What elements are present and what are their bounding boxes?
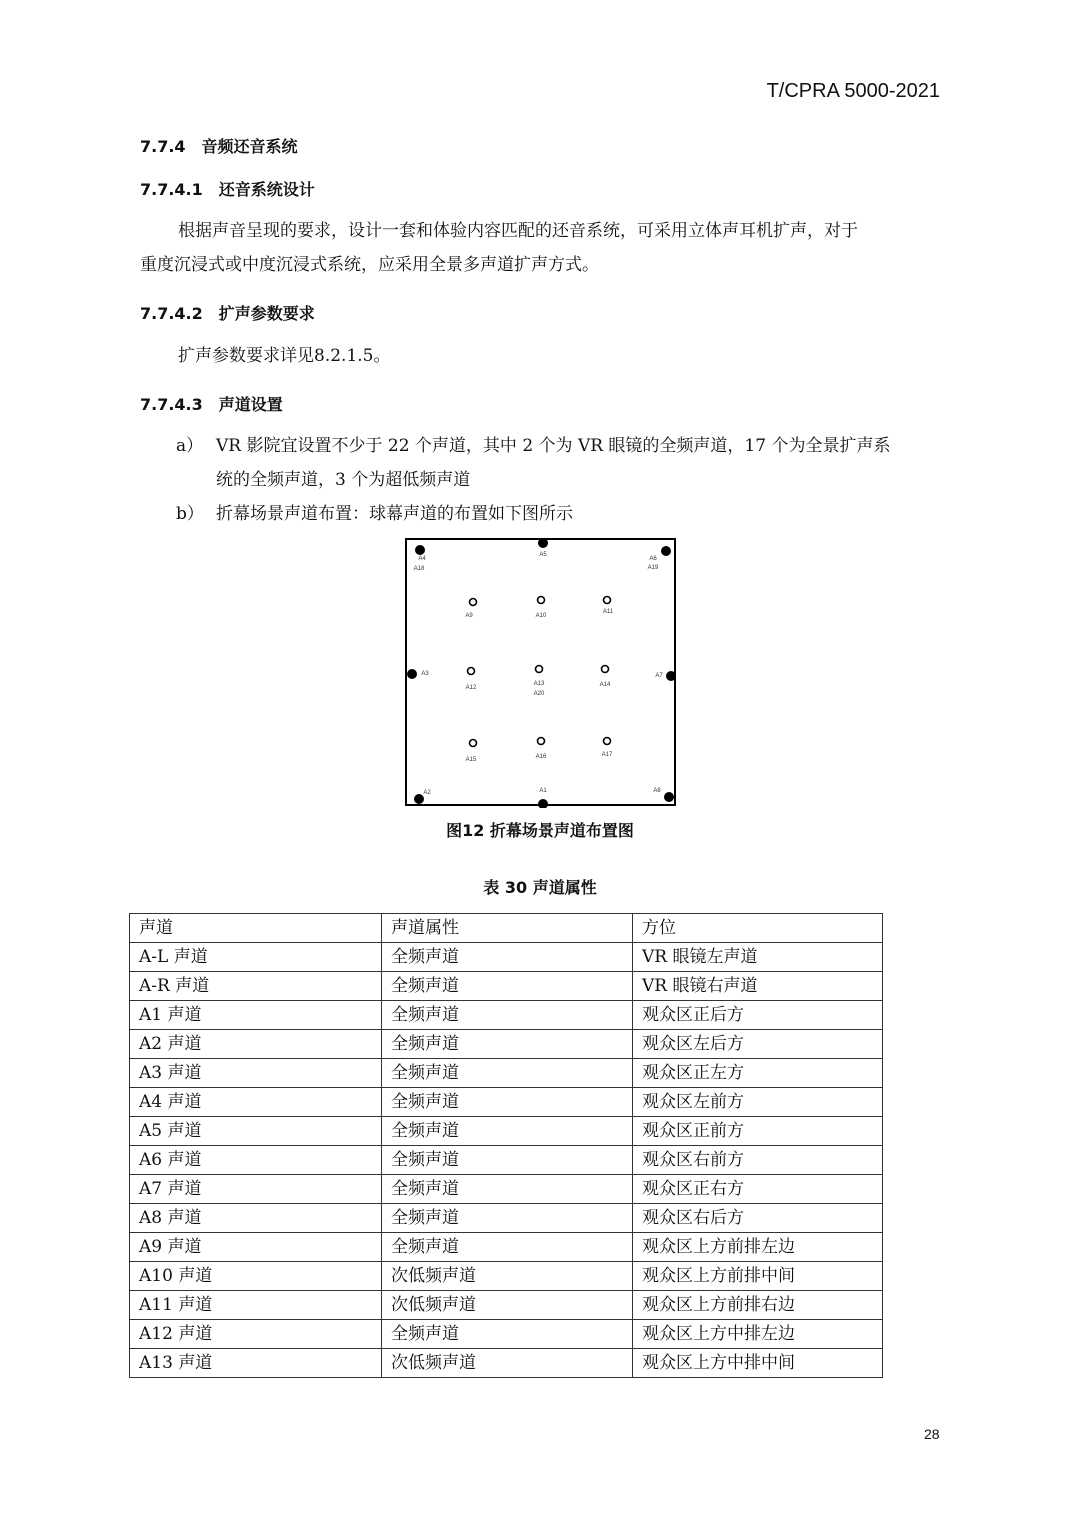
table-cell: VR 眼镜左声道 <box>633 943 883 972</box>
table-cell: 观众区上方中排中间 <box>633 1349 883 1378</box>
list-item-text: 折幕场景声道布置：球幕声道的布置如下图所示 <box>216 504 573 524</box>
speaker-filled-a7 <box>666 671 676 681</box>
table-cell: A4 声道 <box>130 1088 382 1117</box>
table-row <box>130 1291 883 1320</box>
table-cell: 观众区左后方 <box>633 1030 883 1059</box>
table-cell: 全频声道 <box>382 1117 633 1146</box>
channel-label: A8 <box>653 788 661 794</box>
table-row <box>130 1320 883 1349</box>
speaker-filled-a8 <box>664 792 674 802</box>
channel-label: A17 <box>601 752 613 758</box>
table-cell: A3 声道 <box>130 1059 382 1088</box>
table-row <box>130 1233 883 1262</box>
table-cell: 观众区上方前排右边 <box>633 1291 883 1320</box>
section-7-7-4-3-title: 7.7.4.3 声道设置 <box>140 395 283 414</box>
document-id: T/CPRA 5000-2021 <box>766 80 940 102</box>
speaker-filled-a3 <box>407 669 417 679</box>
table-cell: 全频声道 <box>382 1320 633 1349</box>
table-row <box>130 1059 883 1088</box>
table-cell: 全频声道 <box>382 1088 633 1117</box>
table-cell: A13 声道 <box>130 1349 382 1378</box>
table-row <box>130 1001 883 1030</box>
channel-label: A11 <box>602 609 614 615</box>
table-cell: 观众区正右方 <box>633 1175 883 1204</box>
section-7-7-4-title: 7.7.4 音频还音系统 <box>140 137 298 156</box>
channel-label: A12 <box>465 685 477 691</box>
speaker-open-a11 <box>604 597 611 604</box>
channel-label: A18 <box>413 566 425 572</box>
table-cell: 观众区左前方 <box>633 1088 883 1117</box>
table-cell: 全频声道 <box>382 1175 633 1204</box>
table-row <box>130 1175 883 1204</box>
section-7-7-4-1-title: 7.7.4.1 还音系统设计 <box>140 180 315 199</box>
table-caption: 表 30 声道属性 <box>483 878 597 897</box>
table-cell: 声道属性 <box>382 914 633 943</box>
channel-label: A6 <box>649 556 657 562</box>
table-cell: A2 声道 <box>130 1030 382 1059</box>
speaker-filled-a5 <box>538 540 548 548</box>
list-marker: b） <box>176 504 204 524</box>
table-cell: A5 声道 <box>130 1117 382 1146</box>
table-row <box>130 1146 883 1175</box>
table-cell: 观众区上方前排中间 <box>633 1262 883 1291</box>
table-cell: 全频声道 <box>382 1001 633 1030</box>
channel-label: A16 <box>535 754 547 760</box>
channel-label: A3 <box>421 671 429 677</box>
channel-label: A9 <box>465 613 473 619</box>
table-row <box>130 1349 883 1378</box>
speaker-open-a15 <box>470 740 477 747</box>
speaker-filled-a4 <box>415 545 425 555</box>
table-cell: A6 声道 <box>130 1146 382 1175</box>
channel-label: A1 <box>539 788 547 794</box>
table-cell: 观众区上方前排左边 <box>633 1233 883 1262</box>
page-number: 28 <box>924 1426 940 1442</box>
table-cell: 次低频声道 <box>382 1291 633 1320</box>
channel-label: A19 <box>647 565 659 571</box>
table-cell: 观众区正后方 <box>633 1001 883 1030</box>
table-cell: 全频声道 <box>382 943 633 972</box>
table-cell: A11 声道 <box>130 1291 382 1320</box>
table-cell: 次低频声道 <box>382 1349 633 1378</box>
table-cell: 观众区上方中排左边 <box>633 1320 883 1349</box>
table-row <box>130 1262 883 1291</box>
table-cell: 观众区右后方 <box>633 1204 883 1233</box>
table-cell: A-R 声道 <box>130 972 382 1001</box>
table-header-row <box>130 914 883 943</box>
figure-caption: 图12 折幕场景声道布置图 <box>446 821 634 840</box>
channel-label: A2 <box>423 790 431 796</box>
table-row <box>130 972 883 1001</box>
speaker-open-a13 <box>536 666 543 673</box>
table-row <box>130 1030 883 1059</box>
speaker-filled-a1 <box>538 799 548 808</box>
table-cell: 全频声道 <box>382 1146 633 1175</box>
channel-label: A20 <box>533 691 545 697</box>
table-cell: 观众区右前方 <box>633 1146 883 1175</box>
list-item-text: VR 影院宜设置不少于 22 个声道，其中 2 个为 VR 眼镜的全频声道，17 个为全景扩声系 <box>216 436 891 456</box>
table-cell: 观众区正前方 <box>633 1117 883 1146</box>
table-cell: A9 声道 <box>130 1233 382 1262</box>
table-cell: 次低频声道 <box>382 1262 633 1291</box>
table-cell: A10 声道 <box>130 1262 382 1291</box>
list-marker: a） <box>176 436 204 456</box>
channel-label: A4 <box>418 556 426 562</box>
speaker-open-a9 <box>470 599 477 606</box>
speaker-open-a12 <box>468 668 475 675</box>
table-cell: A12 声道 <box>130 1320 382 1349</box>
channel-label: A7 <box>655 673 663 679</box>
paragraph-line: 扩声参数要求详见8.2.1.5。 <box>178 346 391 366</box>
table-row <box>130 943 883 972</box>
table-cell: 全频声道 <box>382 972 633 1001</box>
channel-label: A15 <box>465 757 477 763</box>
table-cell: A1 声道 <box>130 1001 382 1030</box>
table-cell: A-L 声道 <box>130 943 382 972</box>
speaker-open-a17 <box>604 738 611 745</box>
table-cell: 全频声道 <box>382 1204 633 1233</box>
table-cell: VR 眼镜右声道 <box>633 972 883 1001</box>
table-row <box>130 1117 883 1146</box>
table-cell: 全频声道 <box>382 1059 633 1088</box>
channel-label: A5 <box>539 552 547 558</box>
speaker-open-a14 <box>602 666 609 673</box>
section-7-7-4-2-title: 7.7.4.2 扩声参数要求 <box>140 304 315 323</box>
table-cell: 全频声道 <box>382 1030 633 1059</box>
channel-label: A14 <box>599 682 611 688</box>
channel-label: A10 <box>535 613 547 619</box>
table-cell: 方位 <box>633 914 883 943</box>
channel-layout-diagram <box>405 538 676 806</box>
table-row <box>130 1204 883 1233</box>
table-cell: A8 声道 <box>130 1204 382 1233</box>
table-cell: 观众区正左方 <box>633 1059 883 1088</box>
paragraph-line: 重度沉浸式或中度沉浸式系统，应采用全景多声道扩声方式。 <box>140 255 599 275</box>
speaker-open-a16 <box>538 738 545 745</box>
table-cell: 全频声道 <box>382 1233 633 1262</box>
table-cell: A7 声道 <box>130 1175 382 1204</box>
table-cell: 声道 <box>130 914 382 943</box>
paragraph-line: 根据声音呈现的要求，设计一套和体验内容匹配的还音系统，可采用立体声耳机扩声，对于 <box>178 221 858 241</box>
table-row <box>130 1088 883 1117</box>
channel-attributes-table <box>129 913 883 1378</box>
speaker-filled-a6 <box>661 546 671 556</box>
channel-label: A13 <box>533 681 545 687</box>
list-item-text: 统的全频声道，3 个为超低频声道 <box>216 470 471 490</box>
speaker-open-a10 <box>538 597 545 604</box>
